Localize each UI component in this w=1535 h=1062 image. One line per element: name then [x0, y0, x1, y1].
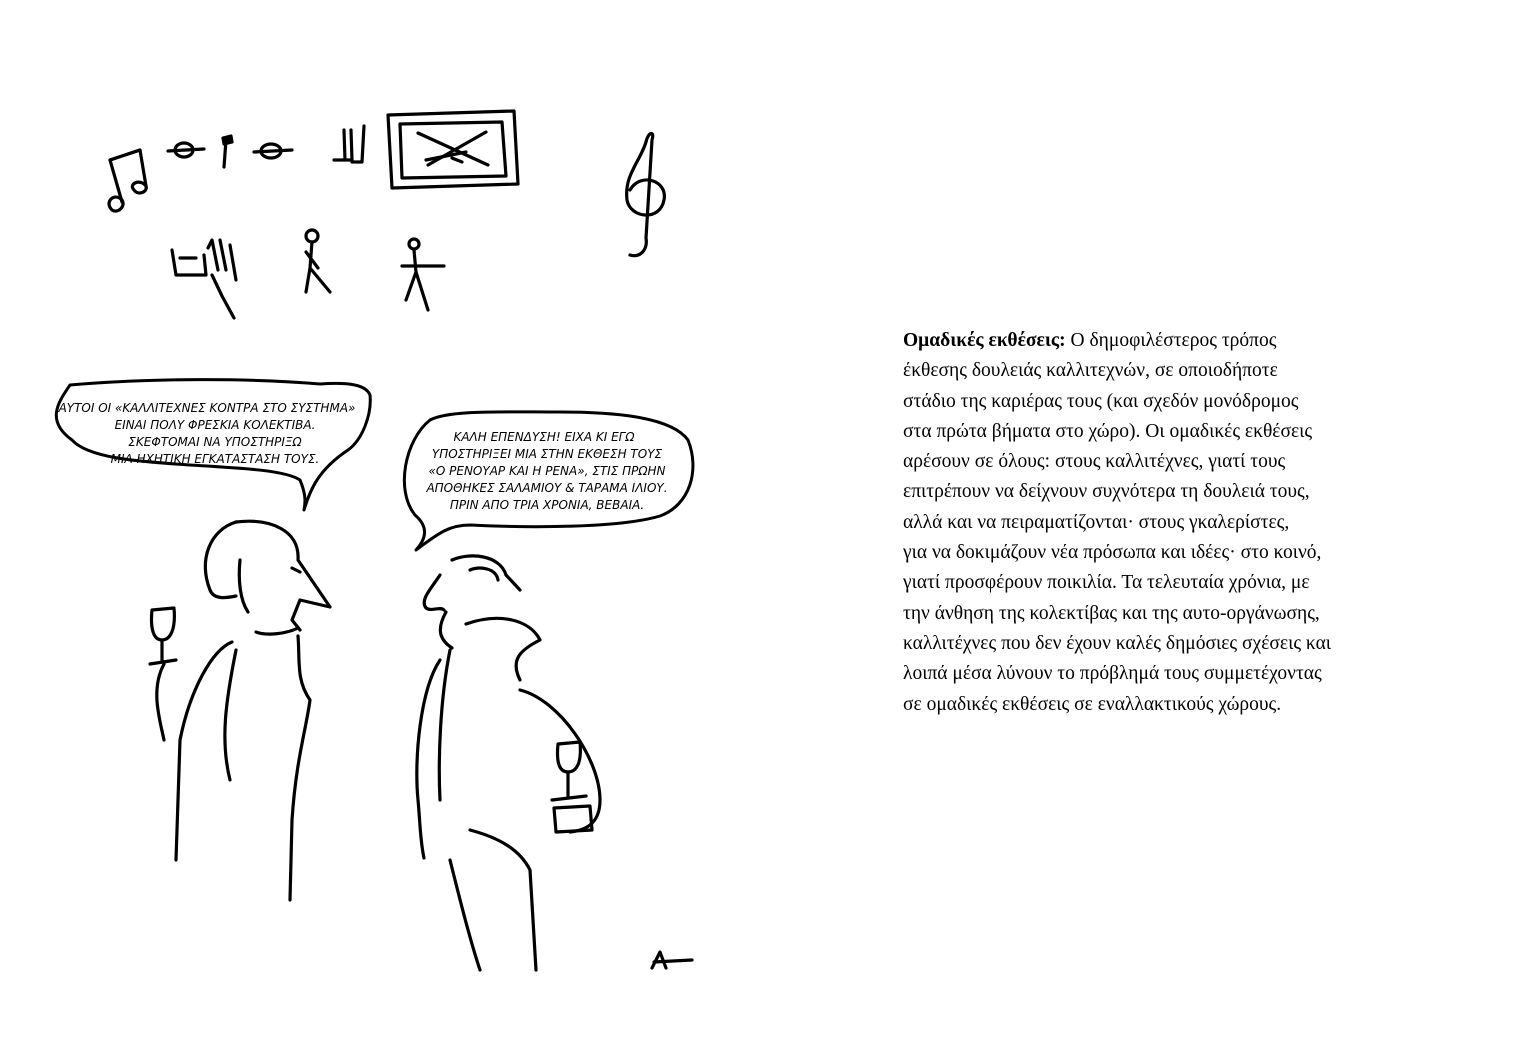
small-figures-doodle [172, 230, 444, 318]
article-line: αλλά και να πειραματίζονται· στους γκαλερίστες, [903, 511, 1290, 533]
bubble-left-line-2: ΕΙΝΑΙ ΠΟΛΥ ΦΡΕΣΚΙΑ ΚΟΛΕΚΤΙΒΑ. [114, 418, 316, 432]
article-line: στάδιο της καριέρας τους (και σχεδόν μονόδρομος [903, 390, 1299, 412]
article-intro: Ο δημοφιλέστερος τρόπος [1065, 330, 1277, 351]
article-line: αρέσουν σε όλους: στους καλλιτέχνες, γιατί τους [903, 451, 1286, 473]
artist-signature-mark [652, 952, 692, 968]
woman-figure-doodle [150, 521, 330, 900]
article-term: Ομαδικές εκθέσεις: [903, 330, 1066, 351]
bubble-right-line-1: ΚΑΛΗ ΕΠΕΝΔΥΣΗ! ΕΙΧΑ ΚΙ ΕΓΩ [453, 430, 635, 444]
article-line-1 [903, 326, 1443, 356]
article-line: έκθεσης δουλειάς καλλιτεχνών, σε οποιοδήποτε [903, 360, 1278, 382]
article-line: σε ομαδικές εκθέσεις σε εναλλακτικούς χώρους. [903, 693, 1282, 715]
framed-picture-doodle [388, 111, 518, 188]
article-line: λοιπά μέσα λύνουν το πρόβλημά τους συμμετέχοντας [903, 663, 1322, 685]
article-line: την άνθηση της κολεκτίβας και της αυτο-οργάνωσης, [903, 602, 1320, 624]
article-line: στα πρώτα βήματα στο χώρο). Οι ομαδικές εκθέσεις [903, 420, 1313, 442]
music-notes-doodle [109, 126, 364, 211]
bubble-right-line-3: «Ο ΡΕΝΟΥΑΡ ΚΑΙ Η ΡΕΝΑ», ΣΤΙΣ ΠΡΩΗΝ [428, 464, 666, 478]
article-line: επιτρέπουν να δείχνουν συχνότερα τη δουλειά τους, [903, 481, 1310, 503]
bubble-left-line-1: ΑΥΤΟΙ ΟΙ «ΚΑΛΛΙΤΕΧΝΕΣ ΚΟΝΤΡΑ ΣΤΟ ΣΥΣΤΗΜΑ» [58, 401, 356, 415]
article-line: γιατί προσφέρουν ποικιλία. Τα τελευταία χρόνια, με [903, 572, 1310, 594]
bubble-left-line-4: ΜΙΑ ΗΧΗΤΙΚΗ ΕΓΚΑΤΑΣΤΑΣΗ ΤΟΥΣ. [110, 452, 320, 466]
bubble-right-line-2: ΥΠΟΣΤΗΡΙΞΕΙ ΜΙΑ ΣΤΗΝ ΕΚΘΕΣΗ ΤΟΥΣ [431, 447, 663, 461]
article-line: καλλιτέχνες που δεν έχουν καλές δημόσιες σχέσεις και [903, 632, 1332, 654]
treble-clef-doodle [627, 133, 665, 255]
bubble-right-line-4: ΑΠΟΘΗΚΕΣ ΣΑΛΑΜΙΟΥ & ΤΑΡΑΜΑ ΙΛΙΟΥ. [426, 481, 668, 495]
article-line: για να δοκιμάζουν νέα πρόσωπα και ιδέες· στο κοινό, [903, 542, 1322, 564]
bubble-left-line-3: ΣΚΕΦΤΟΜΑΙ ΝΑ ΥΠΟΣΤΗΡΙΞΩ [128, 435, 302, 449]
bubble-right-line-5: ΠΡΙΝ ΑΠΟ ΤΡΙΑ ΧΡΟΝΙΑ, ΒΕΒΑΙΑ. [449, 498, 645, 512]
article-text [903, 326, 1443, 720]
man-figure-doodle [417, 556, 600, 970]
